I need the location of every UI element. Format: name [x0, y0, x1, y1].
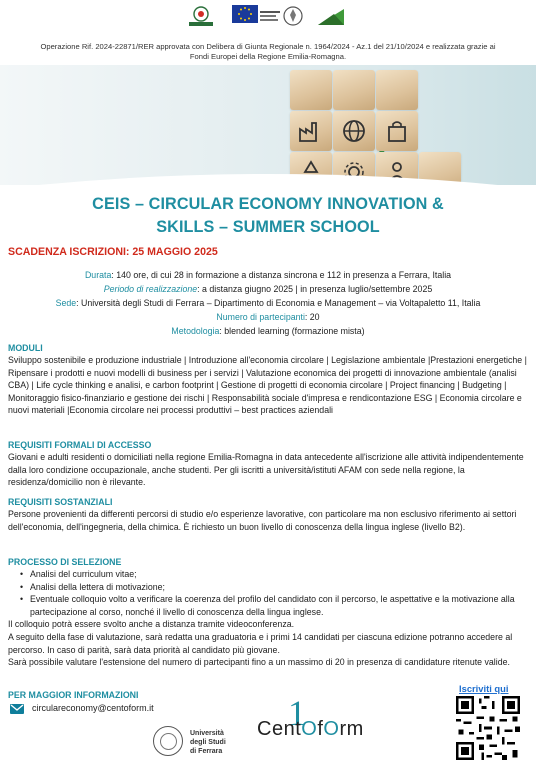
durata-row: [0, 268, 536, 282]
unife-seal-logo: [153, 726, 183, 756]
centoform-one: 1: [288, 693, 306, 733]
periodo-value: : a distanza giugno 2025 | in presenza luglio/settembre 2025: [197, 284, 433, 294]
cube: [376, 111, 418, 151]
state-emblem-logo: [282, 5, 304, 27]
unife-line-3: di Ferrara: [190, 748, 223, 755]
centoform-part: Cent: [257, 718, 302, 740]
moduli-section: [8, 342, 528, 417]
factory-icon: [297, 117, 325, 145]
cube: [333, 70, 375, 110]
info-heading: PER MAGGIOR INFORMAZIONI: [8, 690, 139, 700]
eu-text-logo: [260, 5, 280, 27]
centoform-logo: [257, 718, 364, 741]
email-link[interactable]: circulareconomy@centoform.it: [32, 703, 154, 713]
sede-label: Sede: [55, 298, 77, 308]
centoform-part: f: [317, 718, 324, 740]
metodologia-label: Metodologia: [171, 326, 220, 336]
requisiti-sostanziali-section: [8, 496, 528, 533]
partecipanti-row: [0, 310, 536, 324]
unife-logo-text: [190, 729, 226, 756]
sede-value: : Università degli Studi di Ferrara – Dipartimento di Economia e Management – via Voltapaletto 11, Italia: [76, 298, 481, 308]
funding-line: Operazione Rif. 2024-22871/RER approvata con Delibera di Giunta Regionale n. 1964/2024 - Az.1 del 21/10/2024 e realizzata grazie ai Fondi Europei della Regione Emilia-Romagna.: [40, 42, 496, 61]
unife-line-1: Università: [190, 730, 224, 737]
italian-republic-logo: [186, 5, 216, 27]
requisiti-sostanziali-text: Persone provenienti da differenti percorsi di studio e/o esperienze lavorative, con particolare ma non esclusivo riferimento ai settori dell'economia, dell'ingegneria, della chimica. È richiesto un buon livello di conoscenza della lingua inglese (livello B2).: [8, 509, 517, 532]
moduli-heading: MODULI: [8, 343, 43, 353]
emilia-romagna-logo: [316, 5, 346, 27]
selezione-note: Il colloquio potrà essere svolto anche a distanza tramite videoconferenza.: [8, 619, 295, 630]
cube: [376, 70, 418, 110]
requisiti-formali-text: Giovani e adulti residenti o domiciliati nella regione Emilia-Romagna in data antecedente all'iscrizione alle attività indipendentemente dalla loro condizione occupazionale, anche studenti. Per gli iscritti a università/istituti AFAM con sede nella regione, la residenza/domicilio non è rilevante.: [8, 452, 524, 488]
selezione-section: [8, 556, 528, 669]
centoform-part: O: [301, 718, 318, 740]
durata-value: : 140 ore, di cui 28 in formazione a distanza sincrona e 112 in presenza a Ferrara, Italia: [111, 270, 452, 280]
sede-row: [0, 296, 536, 310]
selezione-note: Sarà possibile valutare l'estensione del numero di partecipanti fino a un massimo di 20 in presenza di candidature ritenute valide.: [8, 657, 510, 668]
cube: [290, 70, 332, 110]
signup-link[interactable]: Iscriviti qui: [459, 683, 509, 694]
list-item: • Analisi della lettera di motivazione;: [20, 581, 528, 594]
mail-icon: [10, 704, 24, 714]
list-item: • Eventuale colloquio volto a verificare la coerenza del profilo del candidato con il percorso, le aspettative e la motivazione alla partecipazione al corso, nonché il livello di conoscenza della lingua inglese.: [20, 593, 528, 618]
partecipanti-label: Numero di partecipanti: [216, 312, 305, 322]
periodo-label: Periodo di realizzazione: [103, 284, 198, 294]
list-item: • Analisi del curriculum vitae;: [20, 568, 528, 581]
durata-label: Durata: [84, 270, 112, 280]
metodologia-row: [0, 324, 536, 338]
logo-tagline: [0, 29, 536, 33]
logo-bar: [0, 5, 536, 27]
periodo-row: [0, 282, 536, 296]
cube: [290, 111, 332, 151]
partecipanti-value: : 20: [304, 312, 320, 322]
hero-image: [0, 65, 536, 185]
metodologia-value: : blended learning (formazione mista): [219, 326, 365, 336]
eu-flag-logo: [232, 5, 258, 27]
footer: [0, 680, 536, 768]
selezione-heading: PROCESSO DI SELEZIONE: [8, 557, 122, 567]
page-title: [20, 193, 516, 239]
centoform-part: O: [323, 718, 340, 740]
requisiti-formali-section: [8, 439, 528, 489]
deadline: SCADENZA ISCRIZIONI: 25 MAGGIO 2025: [8, 246, 218, 258]
course-info: [0, 268, 536, 338]
title-line-1: CEIS – CIRCULAR ECONOMY INNOVATION &: [92, 195, 444, 213]
requisiti-formali-heading: REQUISITI FORMALI DI ACCESSO: [8, 440, 152, 450]
centoform-part: rm: [339, 718, 364, 740]
cube: [333, 111, 375, 151]
unife-line-2: degli Studi: [190, 739, 226, 746]
title-line-2: SKILLS – SUMMER SCHOOL: [156, 218, 380, 236]
selezione-note: A seguito della fase di valutazione, sarà redatta una graduatoria e i primi 14 candidati per ciascuna edizione potranno accedere al percorso. In caso di parità, sarà data priorità al candidato più giovane.: [8, 631, 513, 655]
shopping-bag-icon: [383, 117, 411, 145]
selezione-list: [8, 568, 528, 618]
requisiti-sostanziali-heading: REQUISITI SOSTANZIALI: [8, 497, 113, 507]
qr-code[interactable]: [456, 696, 520, 760]
moduli-text: Sviluppo sostenibile e produzione industriale | Introduzione all'economia circolare | Legislazione ambientale |Prestazioni energetiche | Ripensare i prodotti e nuovi modelli di business per i servizi | Valutazione economica dei progetti di innovazione ambientale (analisi CBA) | Life cycle thinking e analisi, e carbon footprint | Gestione di progetti di economia circolare | Project financing | Budgeting | Monitoraggio fisico-finanziario e gestione dei rischi | Responsabilità sociale d'impresa e rendicontazione ESG | Economia circolare e nuovi materiali |Economia circolare nei processi produttivi – best practices aziendali: [8, 355, 527, 416]
globe-icon: [340, 117, 368, 145]
wave-divider: [0, 159, 536, 185]
